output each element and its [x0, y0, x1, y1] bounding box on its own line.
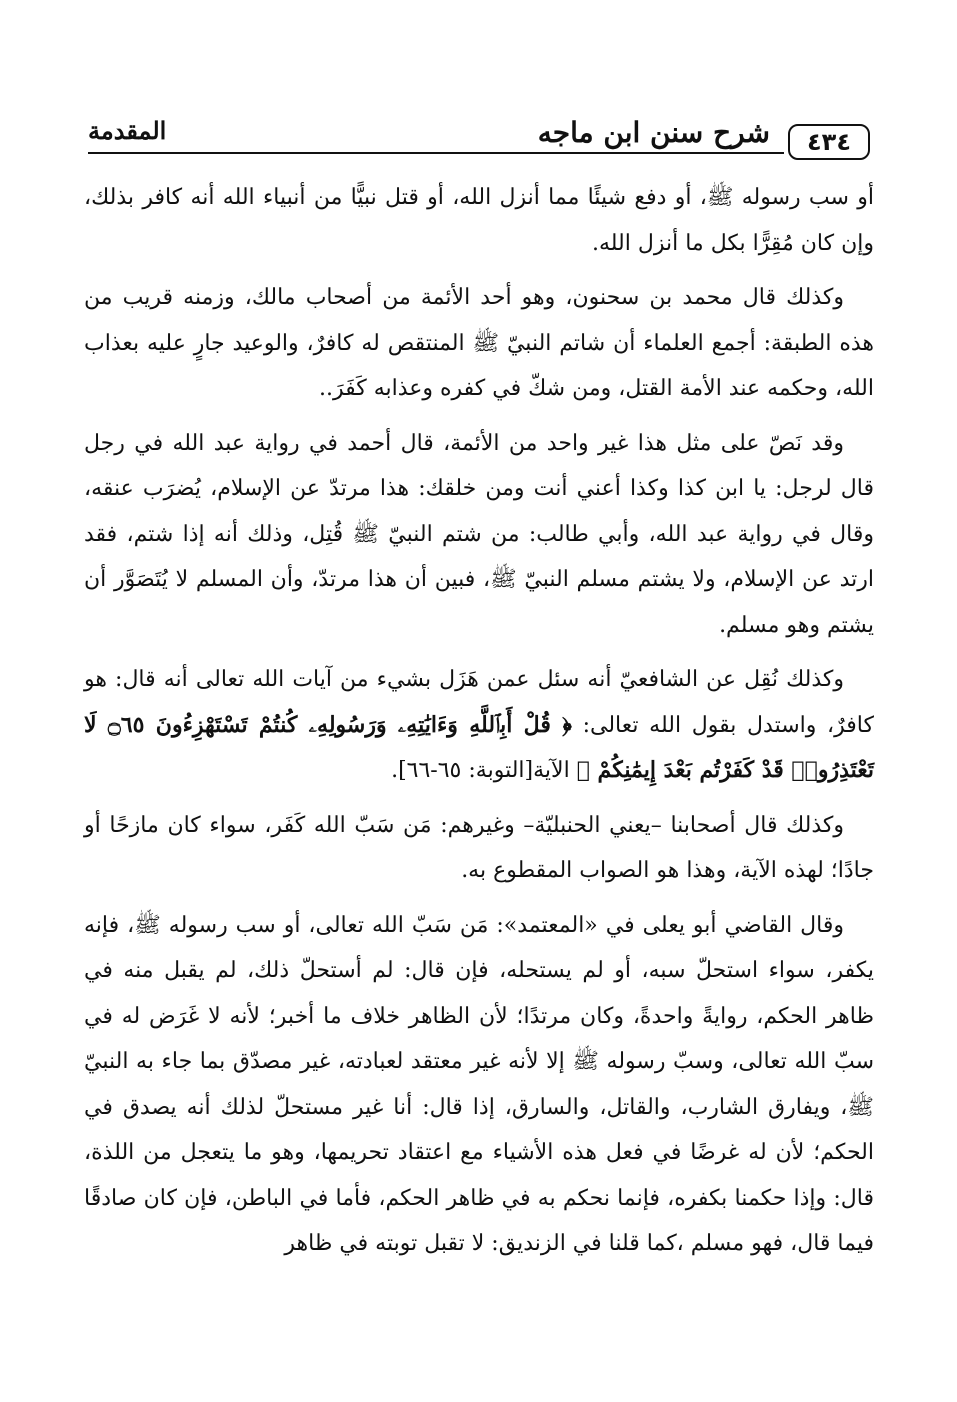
- paragraph: وكذلك قال أصحابنا –يعني الحنبليّة– وغيرهم: مَن سَبّ الله كَفَر، سواء كان مازحًا أو جادًا؛ لهذه الآية، وهذا هو الصواب المقطوع به.: [84, 812, 874, 883]
- page-body: [84, 175, 874, 1276]
- paragraph: أو سب رسوله ﷺ، أو دفع شيئًا مما أنزل الله، أو قتل نبيًّا من أنبياء الله أنه كافر بذلك، وإن كان مُقِرًّا بكل ما أنزل الله.: [84, 185, 874, 256]
- paragraph: وكذلك قال محمد بن سحنون، وهو أحد الأئمة من أصحاب مالك، وزمنه قريب من هذه الطبقة: أجمع العلماء أن شاتم النبيّ ﷺ المنتقص له كافرٌ، والوعيد جارٍ عليه بعذاب الله، وحكمه عند الأمة القتل، ومن شكّ في كفره وعذابه كَفَرَ..: [84, 285, 874, 401]
- verse-reference: الآية[التوبة: ٦٥-٦٦].: [391, 758, 570, 783]
- header-divider: [88, 152, 784, 154]
- page-number: ٤٣٤: [788, 124, 870, 160]
- quran-verse: ﴿ قُلْ أَبِٱللَّهِ وَءَايَٰتِهِۦ وَرَسُولِهِۦ كُنتُمْ تَسْتَهْزِءُونَ ۝٦٥ لَا تَعْتَذِرُوا۟ قَدْ كَفَرْتُم بَعْدَ إِيمَٰنِكُمْ ﴾: [84, 711, 874, 783]
- paragraph-with-quran: [84, 657, 874, 794]
- section-title: المقدمة: [88, 116, 167, 145]
- page-header: [88, 108, 870, 158]
- paragraph-text: وكذلك نُقِل عن الشافعيّ أنه سئل عمن هَزَل بشيء من آيات الله تعالى أنه قال: هو كافرٌ، واستدل بقول الله تعالى:: [84, 667, 874, 738]
- book-title: شرح سنن ابن ماجه: [537, 116, 770, 149]
- paragraph: وقد نَصّ على مثل هذا غير واحد من الأئمة، قال أحمد في رواية عبد الله في رجل قال لرجل: يا ابن كذا وكذا أعني أنت ومن خلقك: هذا مرتدّ عن الإسلام، يُضرَب عنقه، وقال في رواية عبد الله، وأبي طالب: من شتم النبيّ ﷺ قُتِل، وذلك أنه إذا شتم، فقد ارتد عن الإسلام، ولا يشتم مسلم النبيّ ﷺ، فبين أن هذا مرتدّ، وأن المسلم لا يُتَصَوَّر أن يشتم وهو مسلم.: [84, 430, 874, 638]
- paragraph: وقال القاضي أبو يعلى في «المعتمد»: مَن سَبّ الله تعالى، أو سب رسوله ﷺ، فإنه يكفر، سواء استحلّ سبه، أو لم يستحله، فإن قال: لم أستحلّ ذلك، لم يقبل منه في ظاهر الحكم، روايةً واحدةً، وكان مرتدًا؛ لأن الظاهر خلاف ما أخبر؛ لأنه لا غَرَض له في سبّ الله تعالى، وسبّ رسوله ﷺ إلا لأنه غير معتقد لعبادته، غير مصدّق بما جاء به النبيّ ﷺ، ويفارق الشارب، والقاتل، والسارق، إذا قال: أنا غير مستحلّ لذلك أنه يصدق في الحكم؛ لأن له غرضًا في فعل هذه الأشياء مع اعتقاد تحريمها، وهو ما يتعجل من اللذة، قال: وإذا حكمنا بكفره، فإنما نحكم به في ظاهر الحكم، فأما في الباطن، فإن كان صادقًا فيما قال، فهو مسلم ،كما قلنا في الزنديق: لا تقبل توبته في ظاهر: [84, 912, 874, 1256]
